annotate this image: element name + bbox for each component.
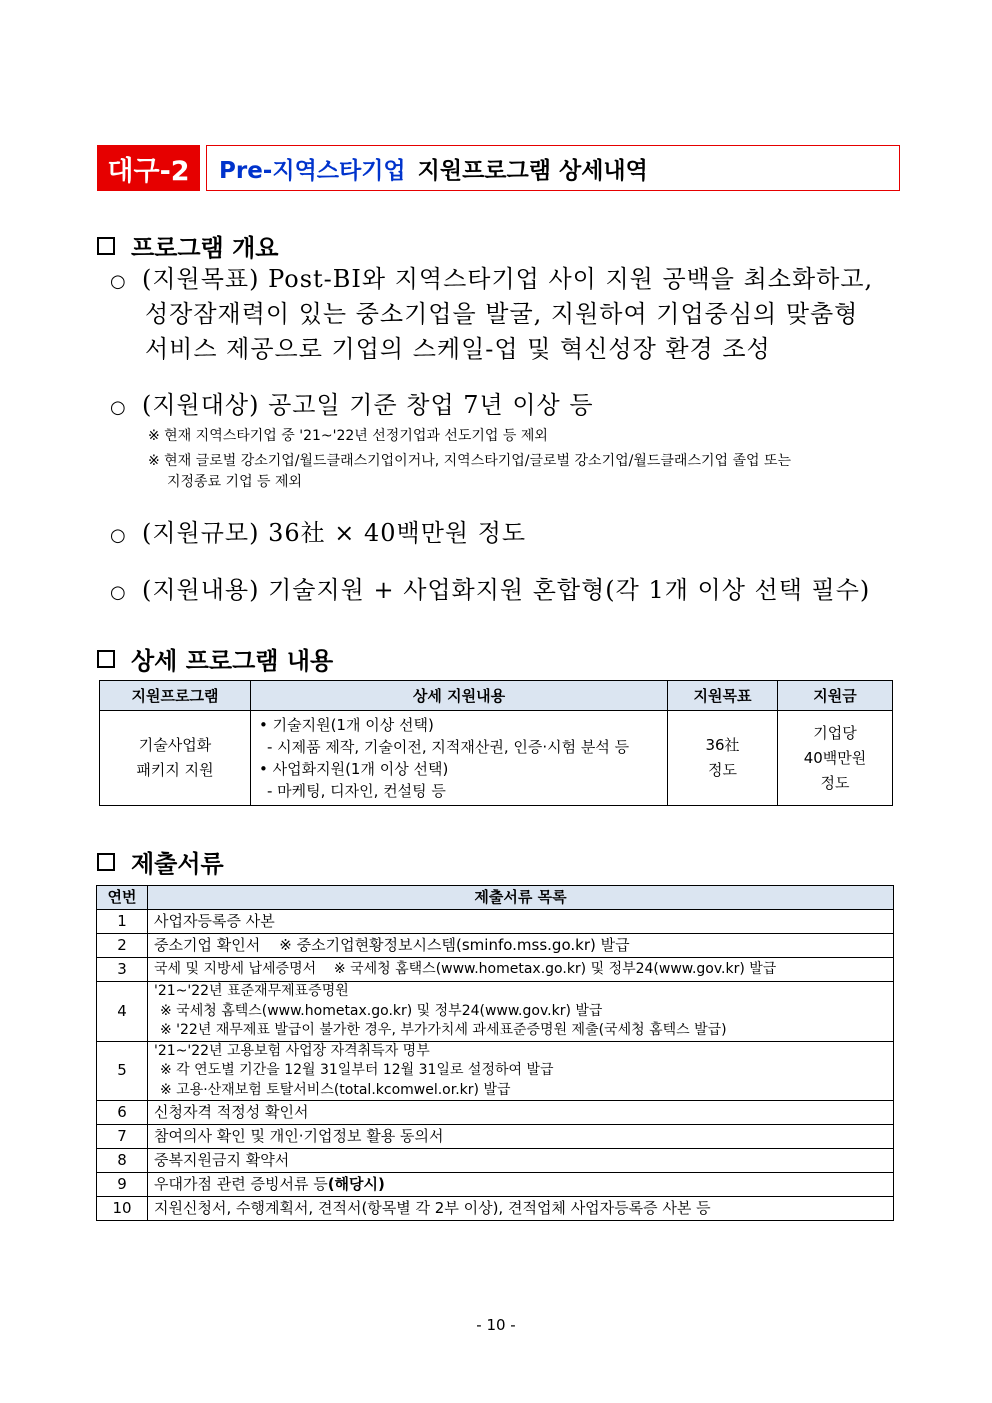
table-row: 7 참여의사 확인 및 개인·기업정보 활용 동의서 (97, 1125, 894, 1149)
target-note-3: 지정종료 기업 등 제외 (167, 474, 303, 490)
table-header-cell: 연번 (97, 886, 148, 910)
table-row: 1 사업자등록증 사본 (97, 910, 894, 934)
goal-line-2: 성장잠재력이 있는 중소기업을 발굴, 지원하여 기업중심의 맞춤형 (145, 300, 859, 328)
amount-cell: 기업당 40백만원 정도 (778, 711, 893, 806)
table-header-cell: 지원목표 (668, 681, 778, 711)
target-note-2: ※ 현재 글로벌 강소기업/월드클래스기업이거나, 지역스타기업/글로벌 강소기업/월드클래스기업 졸업 또는 (148, 453, 792, 469)
table-row: 5 '21~'22년 고용보험 사업장 자격취득자 명부 ※ 각 연도별 기간을 12월 31일부터 12월 31일로 설정하여 발급 ※ 고용·산재보험 토탈서비스(total.kcomwel.or.kr) 발급 (97, 1041, 894, 1101)
section-overview-heading: 프로그램 개요 (97, 228, 278, 263)
table-row: 9 우대가점 관련 증빙서류 등(해당시) (97, 1173, 894, 1197)
table-row (100, 711, 893, 806)
table-row: 3 국세 및 지방세 납세증명서 ※ 국세청 홈택스(www.hometax.go.kr) 및 정부24(www.gov.kr) 발급 (97, 958, 894, 982)
target-bullet: ○ (지원대상) 공고일 기준 창업 7년 이상 등 (110, 388, 594, 425)
page-number: - 10 - (476, 1316, 516, 1334)
program-detail-table (99, 680, 893, 806)
section-detail-heading: 상세 프로그램 내용 (97, 641, 333, 676)
table-header-row (97, 886, 894, 910)
content-bullet: ○ (지원내용) 기술지원 + 사업화지원 혼합형(각 1개 이상 선택 필수) (110, 573, 870, 610)
program-cell: 기술사업화 패키지 지원 (100, 711, 251, 806)
table-row: 6 신청자격 적정성 확인서 (97, 1101, 894, 1125)
title-suffix: 지원프로그램 상세내역 (417, 157, 648, 184)
checkbox-square-icon (97, 237, 115, 255)
table-header-cell: 지원금 (778, 681, 893, 711)
scale-bullet: ○ (지원규모) 36社 × 40백만원 정도 (110, 516, 526, 553)
checkbox-square-icon (97, 650, 115, 668)
table-row: 4 '21~'22년 표준재무제표증명원 ※ 국세청 홈텍스(www.hometax.go.kr) 및 정부24(www.gov.kr) 발급 ※ '22년 재무제표 발급이 불가한 경우, 부가가치세 과세표준증명원 제출(국세청 홈텍스 발급) (97, 982, 894, 1042)
goal-line-3: 서비스 제공으로 기업의 스케일-업 및 혁신성장 환경 조성 (145, 335, 771, 363)
section-documents-heading: 제출서류 (97, 844, 224, 879)
circle-bullet-icon: ○ (110, 525, 126, 546)
table-header-cell: 지원프로그램 (100, 681, 251, 711)
circle-bullet-icon: ○ (110, 271, 126, 292)
page-title-block (97, 145, 900, 191)
table-row: 2 중소기업 확인서 ※ 중소기업현황정보시스템(sminfo.mss.go.kr) 발급 (97, 934, 894, 958)
documents-table (96, 885, 894, 1221)
target-note-1: ※ 현재 지역스타기업 중 '21~'22년 선정기업과 선도기업 등 제외 (148, 428, 548, 444)
circle-bullet-icon: ○ (110, 397, 126, 418)
table-header-cell: 제출서류 목록 (148, 886, 894, 910)
page-title (206, 145, 900, 191)
table-row: 10 지원신청서, 수행계획서, 견적서(항목별 각 2부 이상), 견적업체 사업자등록증 사본 등 (97, 1197, 894, 1221)
contents-cell: • 기술지원(1개 이상 선택) - 시제품 제작, 기술이전, 지적재산권, 인증·시험 분석 등 • 사업화지원(1개 이상 선택) - 마케팅, 디자인, 컨설팅 등 (251, 711, 668, 806)
region-badge: 대구-2 (97, 145, 200, 191)
title-program-name: Pre-지역스타기업 (219, 157, 406, 184)
target-cell: 36社 정도 (668, 711, 778, 806)
table-header-cell: 상세 지원내용 (251, 681, 668, 711)
goal-bullet: ○ (지원목표) Post-BI와 지역스타기업 사이 지원 공백을 최소화하고, (110, 262, 873, 299)
checkbox-square-icon (97, 853, 115, 871)
circle-bullet-icon: ○ (110, 582, 126, 603)
table-row: 8 중복지원금지 확약서 (97, 1149, 894, 1173)
table-header-row (100, 681, 893, 711)
